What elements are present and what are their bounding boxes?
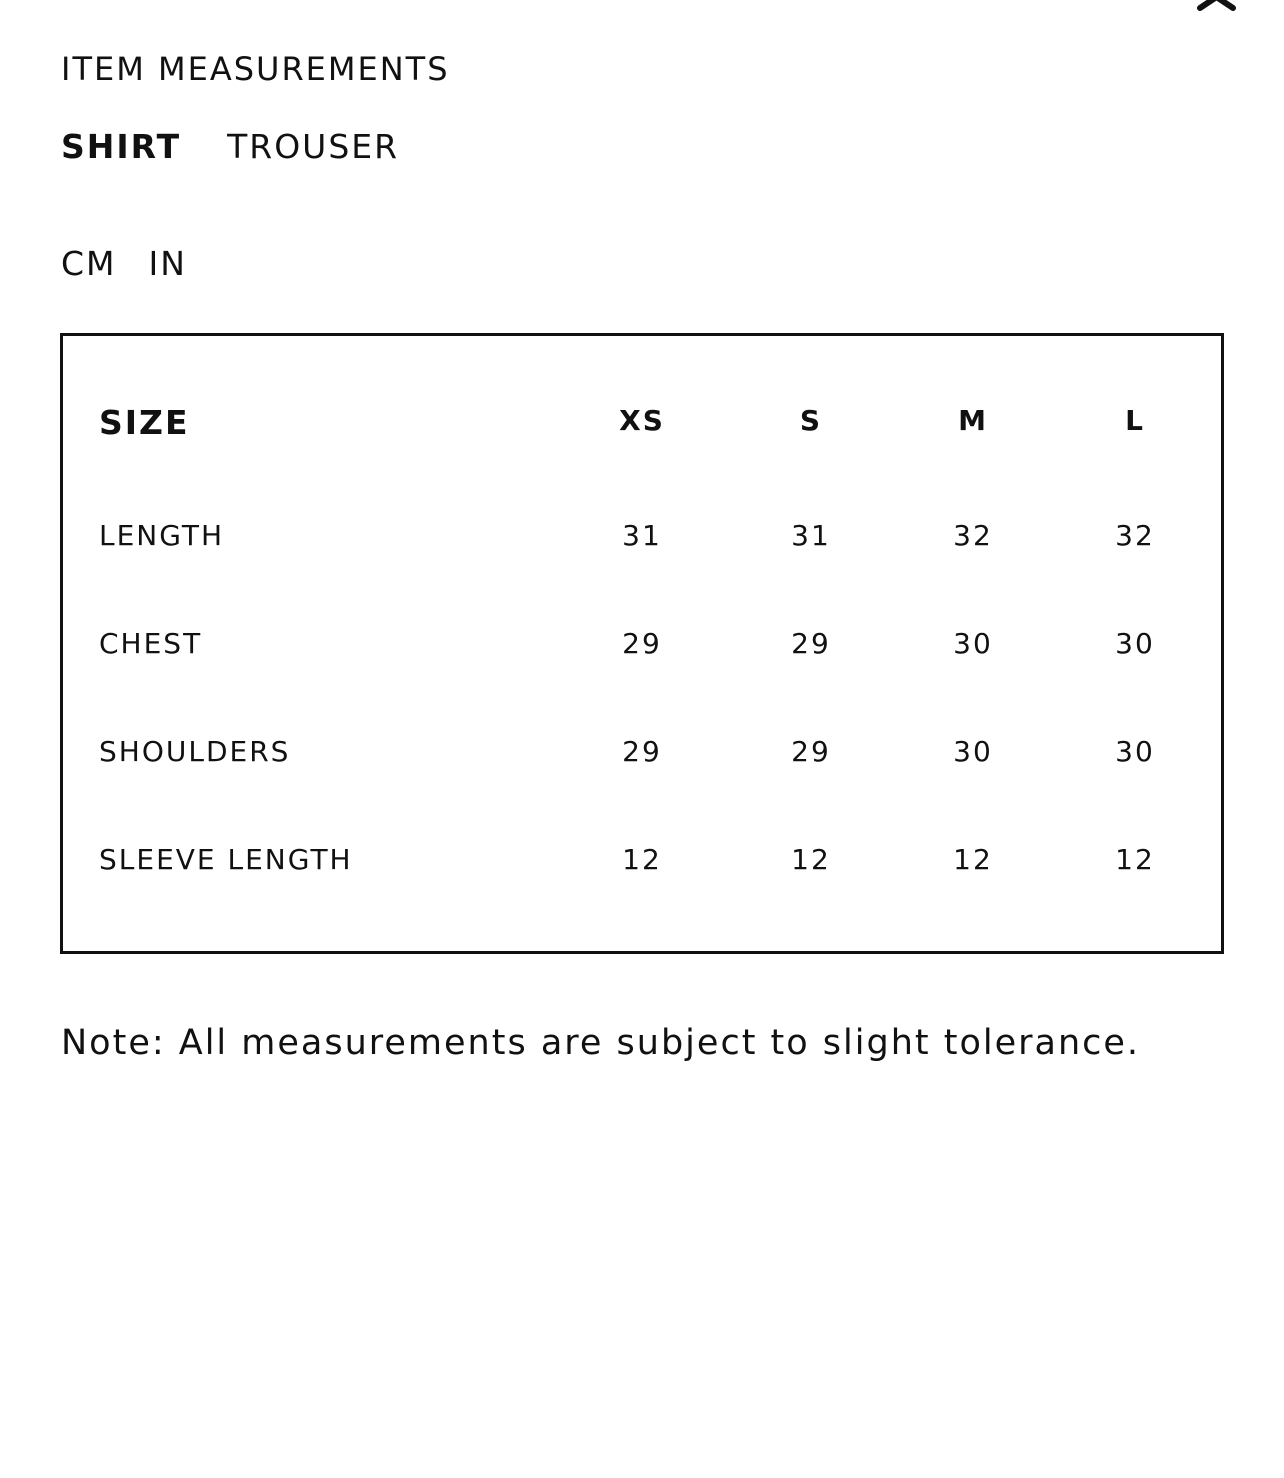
cell-sleeve-l: 12: [1115, 843, 1155, 876]
cell-chest-l: 30: [1115, 627, 1155, 660]
cell-length-m: 32: [953, 519, 993, 552]
tab-shirt[interactable]: SHIRT: [61, 127, 182, 166]
row-label-chest: CHEST: [99, 627, 203, 660]
tolerance-note: Note: All measurements are subject to slight tolerance.: [61, 1023, 1141, 1063]
header-size-label: SIZE: [99, 403, 190, 442]
header-size-m: M: [958, 404, 988, 437]
row-label-length: LENGTH: [99, 519, 225, 552]
cell-length-s: 31: [791, 519, 831, 552]
modal-title: ITEM MEASUREMENTS: [61, 50, 450, 88]
cell-shoulders-m: 30: [953, 735, 993, 768]
close-button[interactable]: [1196, 0, 1238, 12]
header-size-s: S: [799, 404, 823, 437]
row-label-sleeve-length: SLEEVE LENGTH: [99, 843, 353, 876]
cell-chest-m: 30: [953, 627, 993, 660]
unit-in[interactable]: IN: [148, 244, 187, 283]
cell-length-xs: 31: [622, 519, 662, 552]
header-size-xs: XS: [619, 404, 665, 437]
close-icon[interactable]: [1196, 0, 1238, 12]
cell-shoulders-xs: 29: [622, 735, 662, 768]
row-label-shoulders: SHOULDERS: [99, 735, 291, 768]
unit-cm[interactable]: CM: [61, 244, 117, 283]
cell-chest-xs: 29: [622, 627, 662, 660]
garment-tabs: [61, 129, 399, 165]
cell-sleeve-xs: 12: [622, 843, 662, 876]
cell-length-l: 32: [1115, 519, 1155, 552]
cell-sleeve-m: 12: [953, 843, 993, 876]
cell-shoulders-l: 30: [1115, 735, 1155, 768]
header-size-l: L: [1125, 404, 1145, 437]
measurements-table: [60, 333, 1224, 954]
cell-sleeve-s: 12: [791, 843, 831, 876]
tab-trouser[interactable]: TROUSER: [227, 127, 400, 166]
cell-shoulders-s: 29: [791, 735, 831, 768]
cell-chest-s: 29: [791, 627, 831, 660]
unit-toggle: [61, 246, 187, 282]
